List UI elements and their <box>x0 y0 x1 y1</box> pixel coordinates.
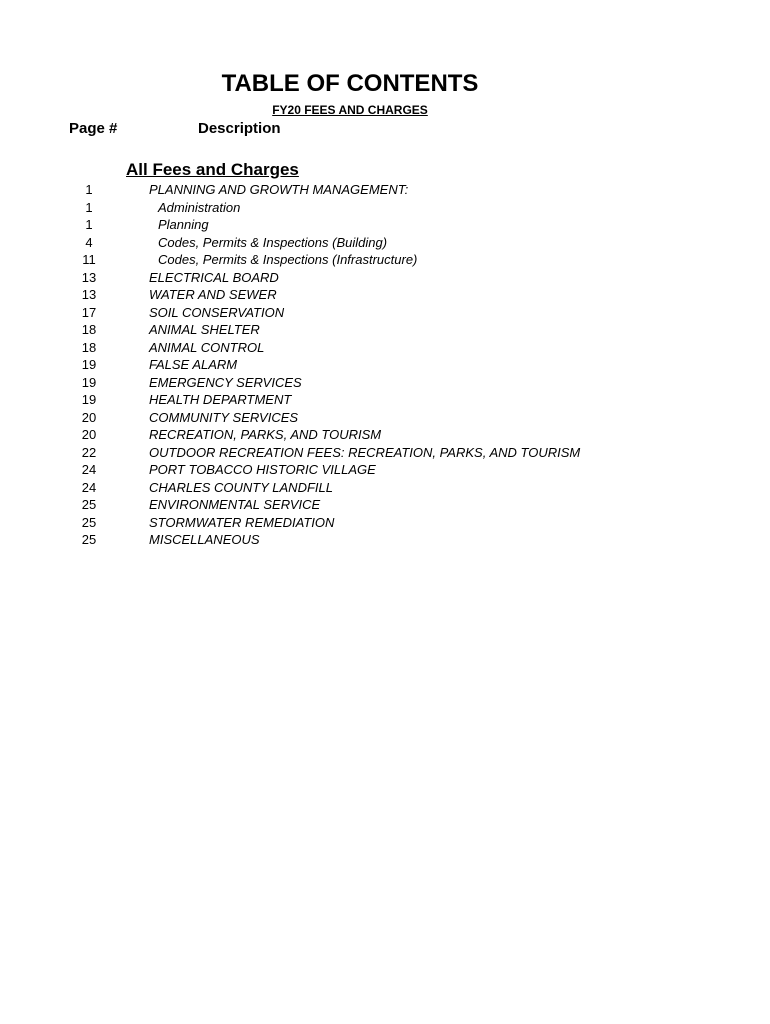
toc-entry <box>0 409 770 427</box>
toc-entry <box>0 374 770 392</box>
toc-entry <box>0 321 770 339</box>
toc-entry <box>0 199 770 217</box>
toc-entry-page-number: 13 <box>81 269 97 285</box>
toc-entry-page-number: 25 <box>81 532 97 547</box>
toc-entry-description: PORT TOBACCO HISTORIC VILLAGE <box>149 462 376 477</box>
toc-entry-page-number: 25 <box>81 514 97 530</box>
toc-entry-description: SOIL CONSERVATION <box>149 304 285 320</box>
toc-entry-description: Planning <box>158 217 209 232</box>
toc-entry-page-number: 20 <box>81 409 97 425</box>
toc-entry-page-number: 1 <box>85 182 93 197</box>
toc-entry-description: HEALTH DEPARTMENT <box>149 392 292 407</box>
toc-entry-description: Codes, Permits & Inspections (Infrastructure) <box>158 252 418 267</box>
section-heading: All Fees and Charges <box>126 160 299 179</box>
toc-entry <box>0 216 770 234</box>
toc-entry-description: CHARLES COUNTY LANDFILL <box>149 479 333 495</box>
toc-entry-page-number: 25 <box>81 497 97 512</box>
toc-entry-page-number: 20 <box>81 427 97 442</box>
toc-entry-description: ANIMAL CONTROL <box>149 339 265 355</box>
toc-entry <box>0 444 770 462</box>
toc-entry-description: Administration <box>158 199 241 215</box>
toc-entry-page-number: 18 <box>81 322 97 337</box>
description-column-header: Description <box>198 120 281 137</box>
toc-entry-page-number: 13 <box>81 287 97 302</box>
toc-entry-description: ANIMAL SHELTER <box>149 322 260 337</box>
page-number-column-header: Page # <box>69 120 118 137</box>
toc-entry-description: ENVIRONMENTAL SERVICE <box>149 497 321 512</box>
toc-entry-page-number: 4 <box>85 234 93 250</box>
toc-entry-description: STORMWATER REMEDIATION <box>149 514 335 530</box>
toc-entry-description: EMERGENCY SERVICES <box>149 374 302 390</box>
document-title: TABLE OF CONTENTS <box>221 70 479 97</box>
toc-entry <box>0 181 770 199</box>
toc-entry <box>0 304 770 322</box>
toc-entry-description: FALSE ALARM <box>149 357 238 372</box>
toc-entry <box>0 461 770 479</box>
toc-entry-page-number: 17 <box>81 304 97 320</box>
toc-entry-description: Codes, Permits & Inspections (Building) <box>158 234 388 250</box>
toc-entry <box>0 496 770 514</box>
toc-entry <box>0 479 770 497</box>
toc-entry-description: OUTDOOR RECREATION FEES: RECREATION, PARKS, AND TOURISM <box>149 444 581 460</box>
toc-entry-description: MISCELLANEOUS <box>149 532 260 547</box>
toc-entry-page-number: 1 <box>85 199 93 215</box>
toc-entry <box>0 356 770 374</box>
toc-entry <box>0 531 770 549</box>
toc-entry-page-number: 19 <box>81 392 97 407</box>
toc-entry <box>0 426 770 444</box>
toc-entry-description: RECREATION, PARKS, AND TOURISM <box>149 427 382 442</box>
toc-entry-page-number: 24 <box>81 462 97 477</box>
toc-entry-page-number: 22 <box>81 444 97 460</box>
toc-entry <box>0 514 770 532</box>
toc-entry-page-number: 1 <box>85 217 93 232</box>
toc-entry <box>0 234 770 252</box>
toc-entry <box>0 391 770 409</box>
toc-entry <box>0 339 770 357</box>
toc-entry-page-number: 19 <box>81 374 97 390</box>
toc-entry <box>0 269 770 287</box>
toc-entry <box>0 251 770 269</box>
toc-entry-page-number: 19 <box>81 357 97 372</box>
document-subtitle: FY20 FEES AND CHARGES <box>272 103 428 117</box>
toc-entry-description: PLANNING AND GROWTH MANAGEMENT: <box>149 182 409 197</box>
toc-entry-page-number: 11 <box>82 252 96 267</box>
toc-entry-page-number: 24 <box>81 479 97 495</box>
toc-entry <box>0 286 770 304</box>
toc-entry-page-number: 18 <box>81 339 97 355</box>
toc-entry-description: ELECTRICAL BOARD <box>149 269 279 285</box>
toc-list <box>0 181 770 549</box>
toc-entry-description: WATER AND SEWER <box>149 287 277 302</box>
toc-entry-description: COMMUNITY SERVICES <box>149 409 299 425</box>
